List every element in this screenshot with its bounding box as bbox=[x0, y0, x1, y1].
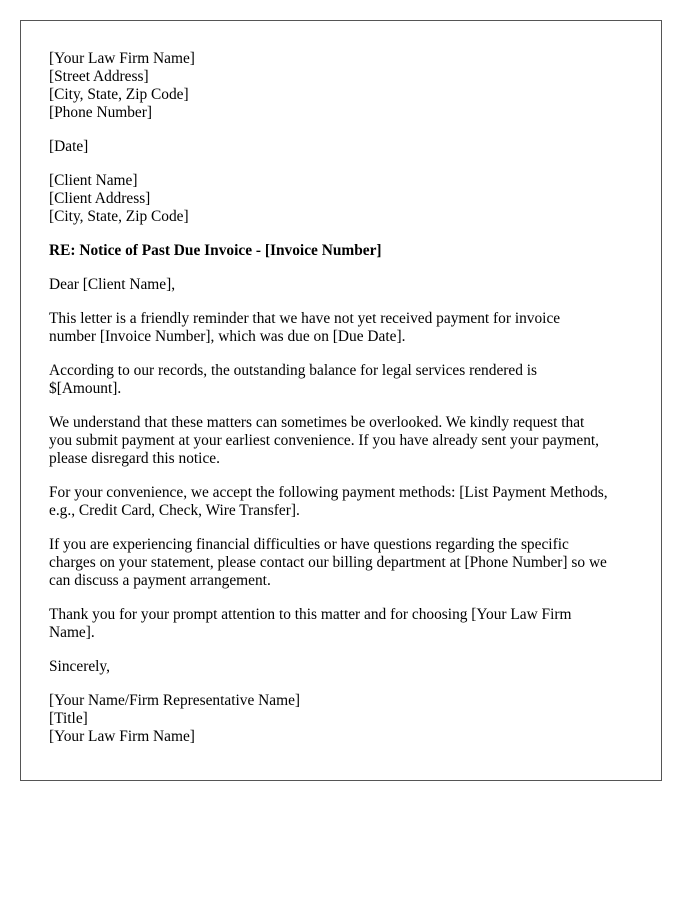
paragraph-line: For your convenience, we accept the following payment methods: [List Payment Methods, bbox=[49, 484, 608, 501]
paragraph-line: you submit payment at your earliest convenience. If you have already sent your payment, bbox=[49, 432, 600, 449]
signature-firm: [Your Law Firm Name] bbox=[49, 728, 195, 745]
paragraph-line: This letter is a friendly reminder that we have not yet received payment for invoice bbox=[49, 310, 561, 327]
closing: Sincerely, bbox=[49, 658, 110, 675]
paragraph-line: Thank you for your prompt attention to this matter and for choosing [Your Law Firm bbox=[49, 606, 572, 623]
paragraph-line: e.g., Credit Card, Check, Wire Transfer]. bbox=[49, 502, 300, 519]
sender-phone-number: [Phone Number] bbox=[49, 104, 153, 121]
paragraph-line: According to our records, the outstanding balance for legal services rendered is bbox=[49, 362, 538, 379]
signature-title: [Title] bbox=[49, 710, 88, 727]
body-paragraph-payment-methods bbox=[49, 484, 633, 520]
paragraph-line: If you are experiencing financial difficulties or have questions regarding the specific bbox=[49, 536, 569, 553]
subject-line: RE: Notice of Past Due Invoice - [Invoice Number] bbox=[49, 242, 382, 259]
paragraph-line: $[Amount]. bbox=[49, 380, 122, 397]
letter-date: [Date] bbox=[49, 138, 89, 155]
signature-block bbox=[49, 692, 633, 746]
recipient-address: [Client Address] bbox=[49, 190, 151, 207]
signature-name: [Your Name/Firm Representative Name] bbox=[49, 692, 301, 709]
body-paragraph-balance bbox=[49, 362, 633, 398]
paragraph-line: number [Invoice Number], which was due on [Due Date]. bbox=[49, 328, 406, 345]
paragraph-line: please disregard this notice. bbox=[49, 450, 220, 467]
sender-address-block bbox=[49, 50, 633, 122]
body-paragraph-request bbox=[49, 414, 633, 468]
paragraph-line: charges on your statement, please contact our billing department at [Phone Number] so we bbox=[49, 554, 607, 571]
paragraph-line: can discuss a payment arrangement. bbox=[49, 572, 271, 589]
sender-street-address: [Street Address] bbox=[49, 68, 149, 85]
paragraph-line: Name]. bbox=[49, 624, 95, 641]
recipient-address-block bbox=[49, 172, 633, 226]
salutation: Dear [Client Name], bbox=[49, 276, 176, 293]
date-block bbox=[49, 138, 633, 156]
sender-city-state-zip: [City, State, Zip Code] bbox=[49, 86, 189, 103]
paragraph-line: We understand that these matters can sometimes be overlooked. We kindly request that bbox=[49, 414, 585, 431]
body-paragraph-thanks bbox=[49, 606, 633, 642]
sender-firm-name: [Your Law Firm Name] bbox=[49, 50, 195, 67]
body-paragraph-reminder bbox=[49, 310, 633, 346]
letter-page bbox=[20, 20, 662, 781]
recipient-city-state-zip: [City, State, Zip Code] bbox=[49, 208, 189, 225]
recipient-name: [Client Name] bbox=[49, 172, 138, 189]
body-paragraph-difficulties bbox=[49, 536, 633, 590]
